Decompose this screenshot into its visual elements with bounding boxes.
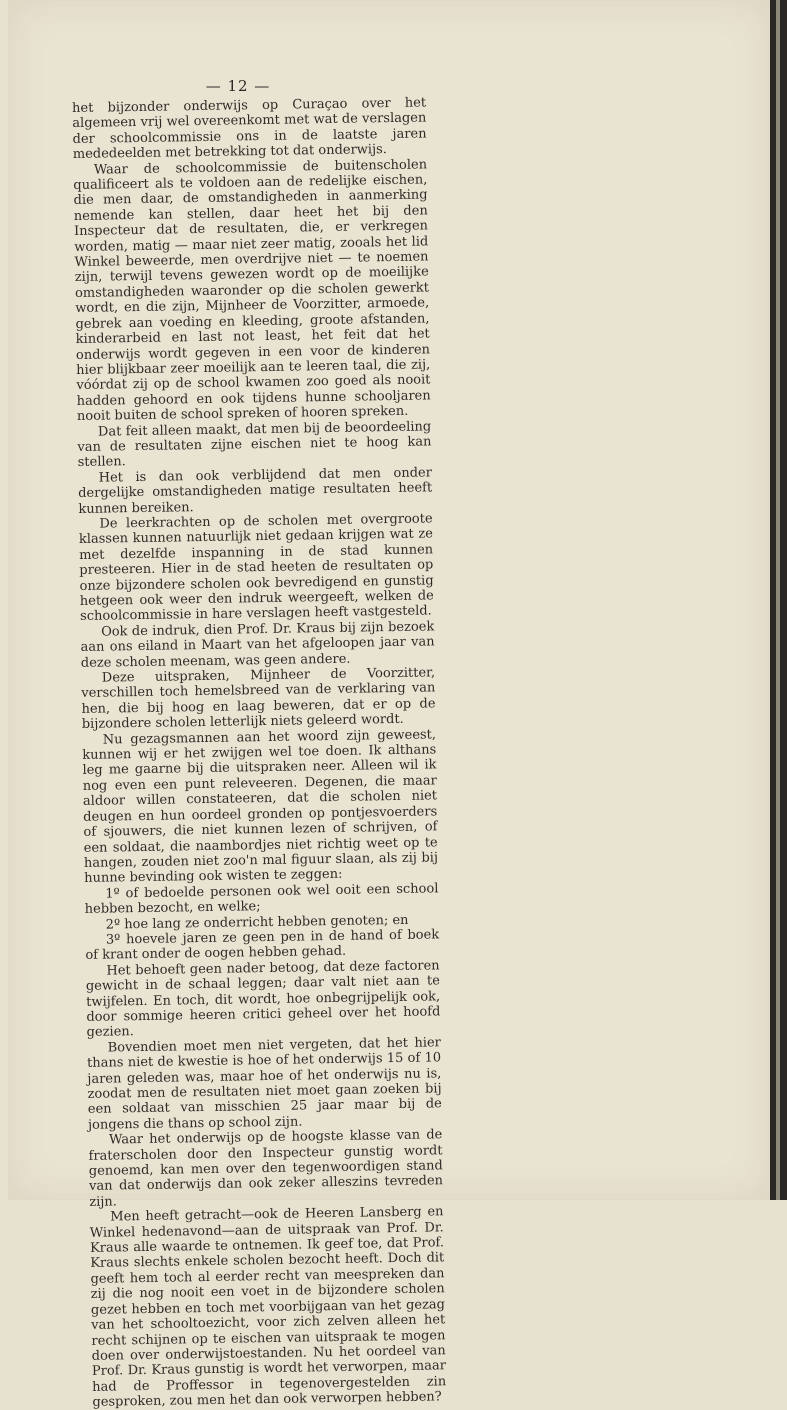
page-number: — 12 — <box>205 77 271 95</box>
paragraph: Bovendien moet men niet vergeten, dat het hier thans niet de kwestie is hoe of het onderwijs 15 of 10 jaren geleden was, maar hoe of het onderwijs nu is, zoodat men de resultaten niet moet gaan zoeken bij een soldaat van misschien 25 jaar maar bij de jongens die thans op school zijn. <box>87 1035 442 1133</box>
paragraph: Nu gezagsmannen aan het woord zijn geweest, kunnen wij er het zwijgen wel toe doen. Ik althans leg me gaarne bij die uitspraken neer. Alleen wil ik nog even een punt releveeren. Degenen, die maar aldoor willen constateeren, dat die scholen niet deugen en hun oordeel gronden op pontjesvoerders of sjouwers, die niet kunnen lezen of schrijven, of een soldaat, die naambordjes niet richtig weet op te hangen, zouden niet zoo'n mal figuur slaan, als zij bij hunne bevinding ook wisten te zeggen: <box>82 727 439 887</box>
body-text <box>72 95 447 1410</box>
paragraph: Waar het onderwijs op de hoogste klasse van de fraterscholen door den Inspecteur gunstig wordt genoemd, kan men over den tegenwoordigen stand van dat onderwijs dan ook zeker alleszins tevreden zijn. <box>88 1127 444 1210</box>
paragraph: Waar de schoolcommissie de buitenscholen qualificeert als te voldoen aan de redelijke eischen, die men daar, de omstandigheden in aanmerking nemende kan stellen, daar heet het bij den Inspecteur dat de resultaten, die, er verkregen worden, matig — maar niet zeer matig, zooals het lid Winkel beweerde, men overdrijve niet — te noemen zijn, terwijl tevens gewezen wordt op de moeilijke omstandigheden waaronder op die scholen gewerkt wordt, en die zijn, Mijnheer de Voorzitter, armoede, gebrek aan voeding en kleeding, groote afstanden, kinderarbeid en last not least, het feit dat het onderwijs wordt gegeven in een voor de kinderen hier blijkbaar zeer moeilijk aan te leeren taal, die zij, vóórdat zij op de school kwamen zoo goed als nooit hadden gehoord en ook tijdens hunne schooljaren nooit buiten de school spreken of hooren spreken. <box>73 157 431 425</box>
list-item: 1º of bedoelde personen ook wel ooit een school hebben bezocht, en welke; <box>84 881 439 918</box>
paragraph: De leerkrachten op de scholen met overgroote klassen kunnen natuurlijk niet gedaan krijgen wat ze met dezelfde inspanning in de stad kunnen presteeren. Hier in de stad heeten de resultaten op onze bijzondere scholen ook bevredigend en gunstig hetgeen ook weer den indruk weergeeft, welken de schoolcommissie in hare verslagen heeft vastgesteld. <box>78 511 434 625</box>
paragraph: Het behoeft geen nader betoog, dat deze factoren gewicht in de schaal leggen; daar valt niet aan te twijfelen. En toch, dit wordt, hoe onbegrijpelijk ook, door sommige heeren critici geheel over het hoofd gezien. <box>85 958 441 1041</box>
book-edge-highlight <box>776 0 780 1200</box>
paragraph: het bijzonder onderwijs op Curaçao over het algemeen vrij wel overeenkomt met wat de verslagen der schoolcommissie ons in de laatste jaren mededeelden met betrekking tot dat onderwijs. <box>72 95 427 163</box>
paragraph: Ook de indruk, dien Prof. Dr. Kraus bij zijn bezoek aan ons eiland in Maart van het afgeloopen jaar van deze scholen meenam, was geen andere. <box>80 619 435 671</box>
list-item: 3º hoevele jaren ze geen pen in de hand of boek of krant onder de oogen hebben gehad. <box>85 927 440 964</box>
document-page <box>8 0 770 1410</box>
paragraph: Dat feit alleen maakt, dat men bij de beoordeeling van de resultaten zijne eischen niet te hoog kan stellen. <box>77 418 432 471</box>
paragraph: Deze uitspraken, Mijnheer de Voorzitter, verschillen toch hemelsbreed van de verklaring van hen, die bij hoog en laag beweren, dat er op de bijzondere scholen letterlijk niets geleerd wordt. <box>81 665 436 733</box>
list-item: 2º hoe lang ze onderricht hebben genoten; en <box>105 912 409 933</box>
paragraph: Men heeft getracht—ook de Heeren Lansberg en Winkel hedenavond—aan de uitspraak van Prof. Dr. Kraus alle waarde te ontnemen. Ik geef toe, dat Prof. Kraus slechts enkele scholen bezocht heeft. Doch dit geeft hem toch al eerder recht van meespreken dan zij die nog nooit een voet in de bijzondere scholen gezet hebben en toch met voorbijgaan van het gezag van het schooltoezicht, voor zich zelven alleen het recht schijnen op te eischen van uitspraak te mogen doen over onderwijstoestanden. Nu het oordeel van Prof. Dr. Kraus gunstig is wordt het verworpen, maar had de Proffessor in tegenovergestelden zin gesproken, zou men het dan ook verworpen hebben? <box>89 1204 447 1410</box>
paragraph: Het is dan ook verblijdend dat men onder dergelijke omstandigheden matige resultaten heeft kunnen bereiken. <box>78 465 433 517</box>
